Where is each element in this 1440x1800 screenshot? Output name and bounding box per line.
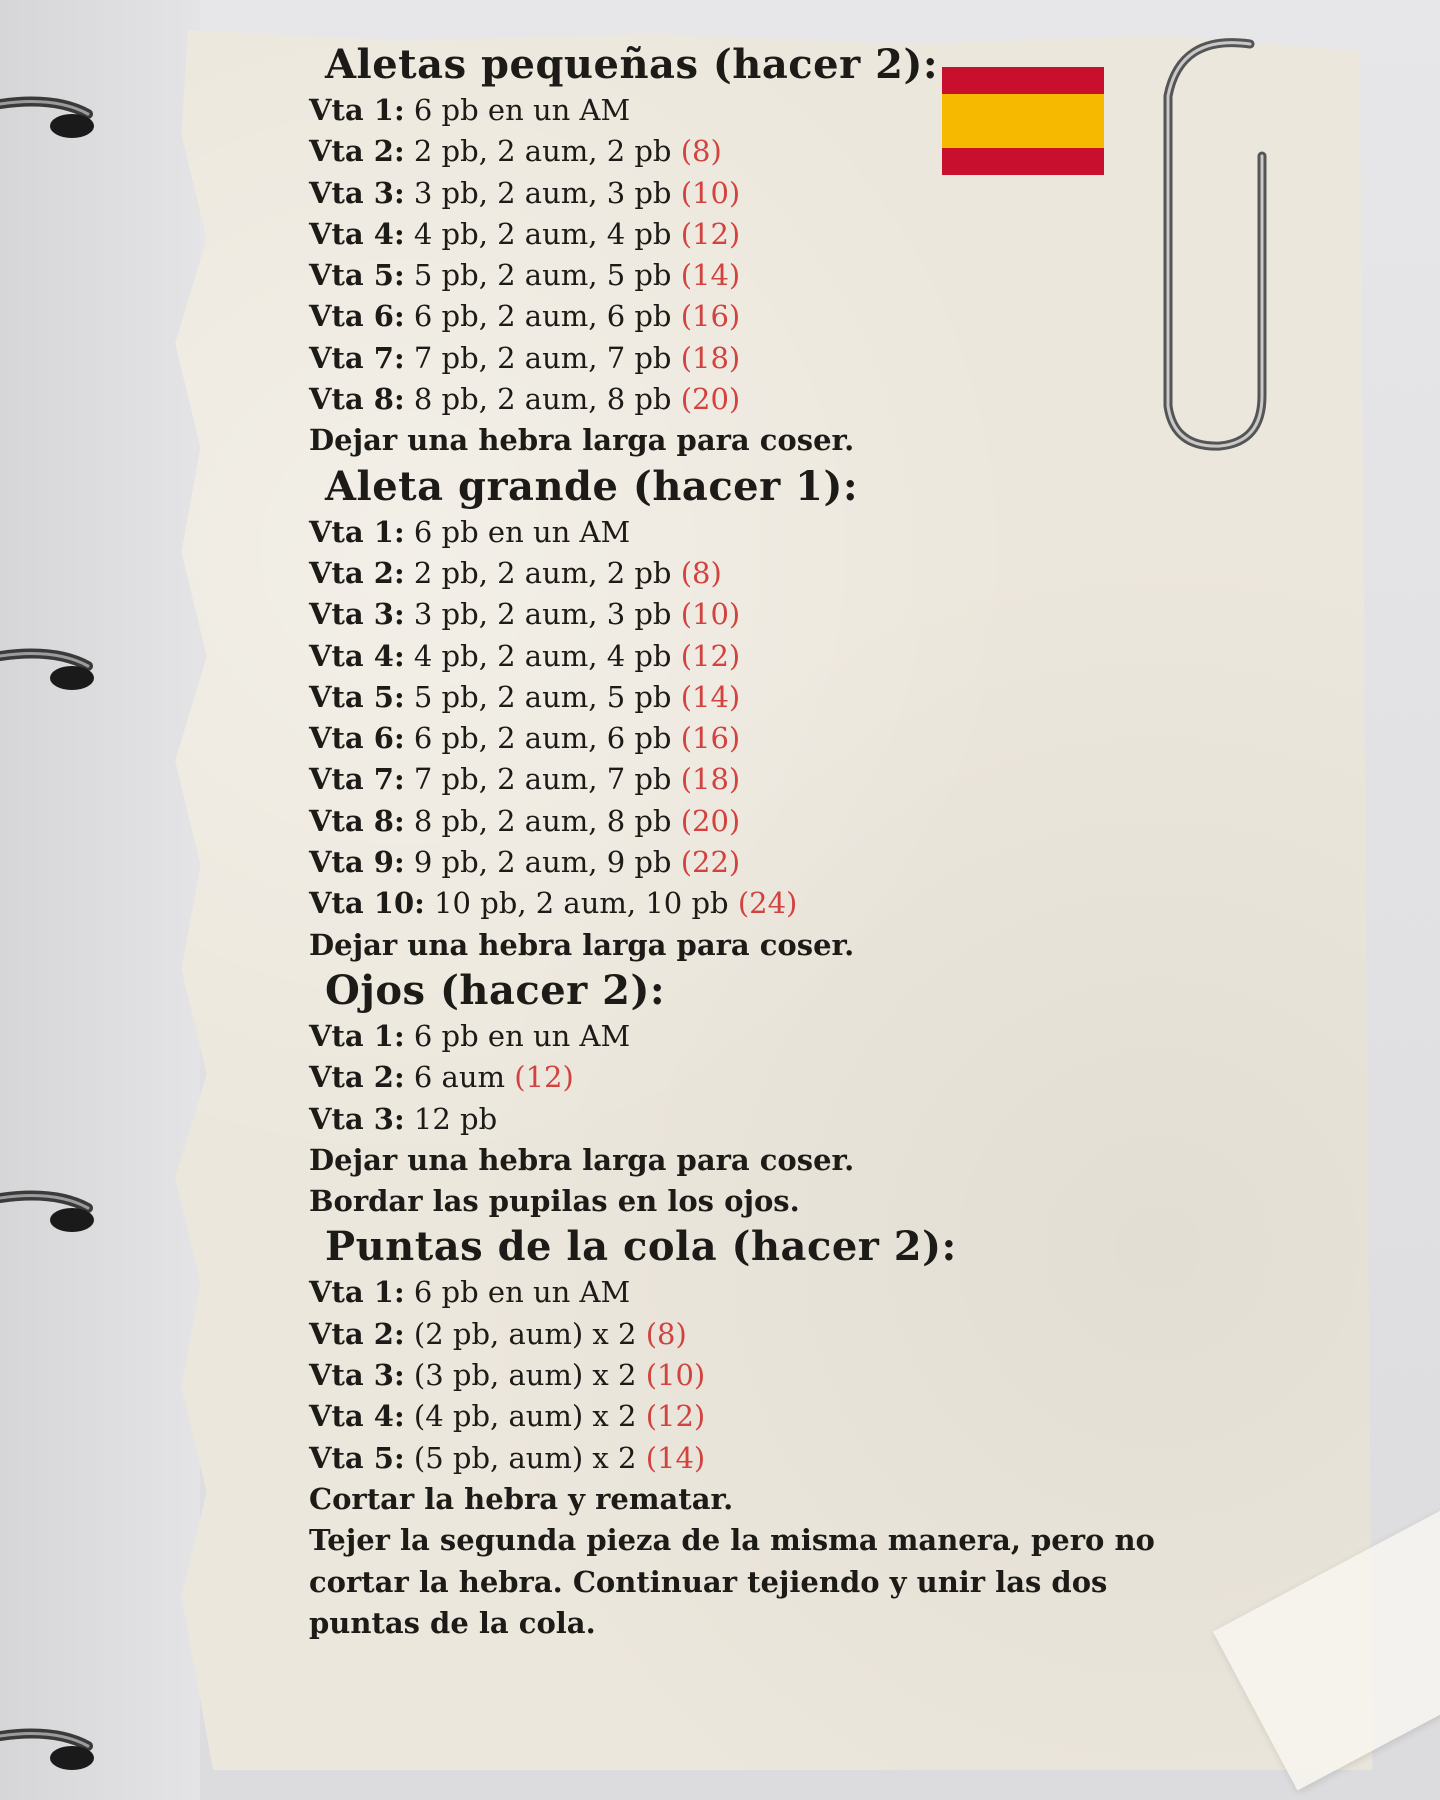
round-row (309, 379, 1209, 420)
pattern-section (309, 40, 1209, 462)
stitch-count: (12) (514, 1060, 574, 1095)
round-instruction: (3 pb, aum) x 2 (413, 1358, 637, 1393)
round-instruction: 6 pb en un AM (413, 514, 631, 549)
instruction-note: Bordar las pupilas en los ojos. (309, 1184, 800, 1219)
binder-ring-icon (0, 1720, 100, 1776)
section-title: Aleta grande (hacer 1): (325, 462, 859, 510)
pattern-section (309, 1222, 1209, 1644)
round-instruction: 7 pb, 2 aum, 7 pb (413, 762, 672, 797)
round-label: Vta 8: (309, 803, 405, 838)
round-row (309, 90, 1209, 131)
round-instruction: 3 pb, 2 aum, 3 pb (413, 175, 672, 210)
binder-backdrop (0, 0, 200, 1800)
round-row (309, 1438, 1209, 1479)
round-instruction: 6 pb, 2 aum, 6 pb (413, 721, 672, 756)
pattern-section (309, 462, 1209, 966)
round-row (309, 553, 1209, 594)
round-row (309, 1057, 1209, 1098)
instruction-note: Cortar la hebra y rematar. (309, 1481, 734, 1516)
stitch-count: (16) (680, 299, 741, 334)
instruction-note: Dejar una hebra larga para coser. (309, 927, 855, 962)
round-label: Vta 2: (309, 1060, 405, 1095)
round-instruction: 6 pb en un AM (413, 93, 631, 127)
round-instruction: 3 pb, 2 aum, 3 pb (413, 597, 672, 632)
binder-ring-icon (0, 88, 100, 144)
instruction-note: Dejar una hebra larga para coser. (309, 423, 855, 458)
round-label: Vta 5: (309, 679, 405, 714)
round-instruction: (5 pb, aum) x 2 (413, 1440, 637, 1475)
instruction-note: puntas de la cola. (309, 1605, 596, 1640)
round-row (309, 883, 1209, 924)
stitch-count: (8) (680, 555, 722, 590)
round-instruction: 5 pb, 2 aum, 5 pb (413, 258, 672, 293)
round-row (309, 255, 1209, 296)
round-label: Vta 1: (309, 514, 405, 549)
round-instruction: (2 pb, aum) x 2 (413, 1316, 637, 1351)
stitch-count: (10) (680, 175, 741, 210)
round-label: Vta 3: (309, 1101, 405, 1136)
round-label: Vta 6: (309, 721, 405, 756)
round-label: Vta 1: (309, 93, 405, 127)
stitch-count: (20) (680, 382, 741, 417)
round-label: Vta 4: (309, 216, 405, 251)
round-row (309, 759, 1209, 800)
round-row (309, 1016, 1209, 1057)
binder-ring-icon (0, 1182, 100, 1238)
round-instruction: 6 pb, 2 aum, 6 pb (413, 299, 672, 334)
round-instruction: 6 pb en un AM (413, 1018, 631, 1053)
round-label: Vta 2: (309, 555, 405, 590)
round-label: Vta 8: (309, 382, 405, 417)
round-label: Vta 7: (309, 340, 405, 375)
round-instruction: 5 pb, 2 aum, 5 pb (413, 679, 672, 714)
round-instruction: 8 pb, 2 aum, 8 pb (413, 382, 672, 417)
round-row (309, 677, 1209, 718)
round-row (309, 842, 1209, 883)
round-label: Vta 9: (309, 845, 405, 880)
round-row (309, 512, 1209, 553)
round-instruction: 7 pb, 2 aum, 7 pb (413, 340, 672, 375)
stitch-count: (14) (680, 258, 741, 293)
instruction-note: Dejar una hebra larga para coser. (309, 1142, 855, 1177)
stitch-count: (10) (680, 597, 741, 632)
round-label: Vta 7: (309, 762, 405, 797)
round-row (309, 1396, 1209, 1437)
round-label: Vta 3: (309, 1358, 405, 1393)
round-instruction: 6 pb en un AM (413, 1275, 631, 1310)
round-label: Vta 5: (309, 1440, 405, 1475)
instruction-note: cortar la hebra. Continuar tejiendo y unir las dos (309, 1564, 1108, 1599)
round-label: Vta 6: (309, 299, 405, 334)
stitch-count: (8) (680, 134, 722, 169)
section-title: Puntas de la cola (hacer 2): (325, 1223, 957, 1271)
binder-ring-icon (0, 640, 100, 696)
stitch-count: (24) (737, 886, 798, 921)
pattern-content (309, 40, 1209, 1644)
round-label: Vta 4: (309, 1399, 405, 1434)
round-instruction: 2 pb, 2 aum, 2 pb (413, 555, 672, 590)
round-instruction: 12 pb (413, 1101, 498, 1136)
stitch-count: (10) (645, 1358, 706, 1393)
stitch-count: (22) (680, 845, 741, 880)
round-instruction: (4 pb, aum) x 2 (413, 1399, 637, 1434)
round-row (309, 214, 1209, 255)
round-row (309, 1099, 1209, 1140)
section-title: Ojos (hacer 2): (325, 966, 666, 1014)
round-row (309, 1272, 1209, 1313)
round-instruction: 6 aum (413, 1060, 506, 1095)
round-row (309, 1314, 1209, 1355)
round-row (309, 801, 1209, 842)
stitch-count: (14) (645, 1440, 706, 1475)
stitch-count: (12) (680, 638, 741, 673)
round-instruction: 2 pb, 2 aum, 2 pb (413, 134, 672, 169)
stitch-count: (20) (680, 803, 741, 838)
round-label: Vta 3: (309, 597, 405, 632)
stitch-count: (12) (645, 1399, 706, 1434)
round-instruction: 9 pb, 2 aum, 9 pb (413, 845, 672, 880)
round-label: Vta 1: (309, 1018, 405, 1053)
instruction-note: Tejer la segunda pieza de la misma manera, pero no (309, 1523, 1155, 1558)
round-label: Vta 1: (309, 1275, 405, 1310)
round-row (309, 296, 1209, 337)
round-label: Vta 4: (309, 638, 405, 673)
round-row (309, 636, 1209, 677)
stitch-count: (16) (680, 721, 741, 756)
round-instruction: 4 pb, 2 aum, 4 pb (413, 638, 672, 673)
round-row (309, 131, 1209, 172)
round-row (309, 338, 1209, 379)
round-instruction: 4 pb, 2 aum, 4 pb (413, 216, 672, 251)
round-label: Vta 10: (309, 886, 425, 921)
round-label: Vta 2: (309, 1316, 405, 1351)
stitch-count: (8) (645, 1316, 687, 1351)
round-row (309, 594, 1209, 635)
round-label: Vta 2: (309, 134, 405, 169)
round-row (309, 718, 1209, 759)
stitch-count: (18) (680, 340, 741, 375)
round-instruction: 10 pb, 2 aum, 10 pb (434, 886, 729, 921)
stitch-count: (12) (680, 216, 741, 251)
round-row (309, 1355, 1209, 1396)
stitch-count: (18) (680, 762, 741, 797)
pattern-section (309, 966, 1209, 1222)
round-instruction: 8 pb, 2 aum, 8 pb (413, 803, 672, 838)
round-row (309, 173, 1209, 214)
round-label: Vta 5: (309, 258, 405, 293)
section-title: Aletas pequeñas (hacer 2): (325, 41, 939, 88)
stitch-count: (14) (680, 679, 741, 714)
round-label: Vta 3: (309, 175, 405, 210)
